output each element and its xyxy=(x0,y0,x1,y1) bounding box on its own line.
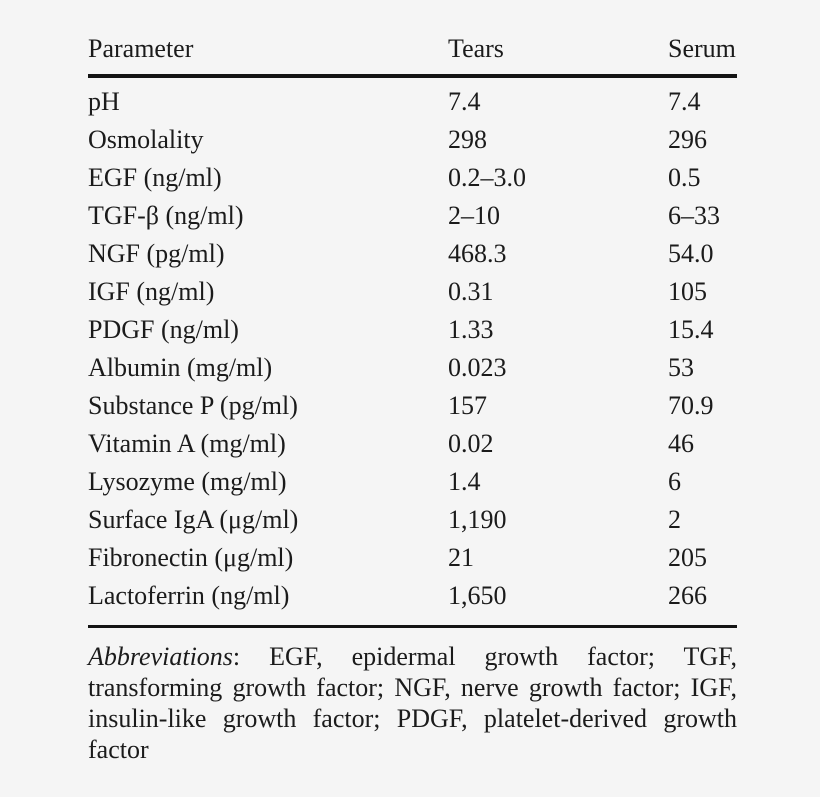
table-row xyxy=(88,501,737,539)
table-row xyxy=(88,349,737,387)
tears-value-cell: 0.2–3.0 xyxy=(448,163,526,192)
tears-value-cell: 1.33 xyxy=(448,315,494,344)
parameter-cell: Lysozyme (mg/ml) xyxy=(88,467,287,496)
table-row xyxy=(88,235,737,273)
serum-value-cell: 266 xyxy=(668,581,707,610)
tears-value-cell: 298 xyxy=(448,125,487,154)
footnote-abbreviations-label: Abbreviations xyxy=(88,642,233,671)
tears-value-cell: 1,650 xyxy=(448,581,507,610)
serum-value-cell: 296 xyxy=(668,125,707,154)
table-row xyxy=(88,121,737,159)
table-row xyxy=(88,273,737,311)
serum-value-cell: 6–33 xyxy=(668,201,720,230)
serum-value-cell: 2 xyxy=(668,505,681,534)
serum-value-cell: 6 xyxy=(668,467,681,496)
tears-value-cell: 0.02 xyxy=(448,429,494,458)
tears-value-cell: 0.023 xyxy=(448,353,507,382)
table-row xyxy=(88,425,737,463)
tears-value-cell: 21 xyxy=(448,543,474,572)
parameter-cell: Lactoferrin (ng/ml) xyxy=(88,581,290,610)
column-header-parameter: Parameter xyxy=(88,34,194,63)
tears-value-cell: 1.4 xyxy=(448,467,481,496)
footnote-line xyxy=(88,641,737,672)
table-row xyxy=(88,311,737,349)
serum-value-cell: 54.0 xyxy=(668,239,714,268)
tears-value-cell: 157 xyxy=(448,391,487,420)
parameter-cell: Osmolality xyxy=(88,125,204,154)
table-row xyxy=(88,387,737,425)
parameter-cell: Fibronectin (μg/ml) xyxy=(88,543,294,572)
tears-value-cell: 2–10 xyxy=(448,201,500,230)
tears-value-cell: 7.4 xyxy=(448,87,481,116)
table-row xyxy=(88,159,737,197)
table-row xyxy=(88,197,737,235)
column-header-tears: Tears xyxy=(448,34,504,63)
parameter-cell: pH xyxy=(88,87,120,116)
parameter-cell: IGF (ng/ml) xyxy=(88,277,215,306)
serum-value-cell: 205 xyxy=(668,543,707,572)
parameter-cell: Substance P (pg/ml) xyxy=(88,391,298,420)
column-header-serum: Serum xyxy=(668,34,736,63)
tears-serum-table xyxy=(88,0,737,765)
serum-value-cell: 0.5 xyxy=(668,163,701,192)
parameter-cell: Albumin (mg/ml) xyxy=(88,353,273,382)
footnote-line: factor xyxy=(88,735,149,764)
tears-value-cell: 1,190 xyxy=(448,505,507,534)
table-row xyxy=(88,463,737,501)
serum-value-cell: 70.9 xyxy=(668,391,714,420)
table-header-row xyxy=(88,0,737,78)
serum-value-cell: 53 xyxy=(668,353,694,382)
table-row xyxy=(88,83,737,121)
parameter-cell: PDGF (ng/ml) xyxy=(88,315,239,344)
parameter-cell: TGF-β (ng/ml) xyxy=(88,201,244,230)
parameter-cell: EGF (ng/ml) xyxy=(88,163,222,192)
table-body xyxy=(88,78,737,628)
table-row xyxy=(88,577,737,615)
footnote-line: transforming growth factor; NGF, nerve growth factor; IGF, xyxy=(88,673,737,702)
table-row xyxy=(88,539,737,577)
tears-value-cell: 0.31 xyxy=(448,277,494,306)
parameter-cell: Surface IgA (μg/ml) xyxy=(88,505,299,534)
table-footnote xyxy=(88,641,737,765)
serum-value-cell: 105 xyxy=(668,277,707,306)
footnote-line-text: : EGF, epidermal growth factor; TGF, xyxy=(232,642,737,671)
serum-value-cell: 7.4 xyxy=(668,87,701,116)
footnote-line: insulin-like growth factor; PDGF, platelet-derived growth xyxy=(88,704,737,733)
parameter-cell: Vitamin A (mg/ml) xyxy=(88,429,286,458)
tears-value-cell: 468.3 xyxy=(448,239,507,268)
serum-value-cell: 46 xyxy=(668,429,694,458)
parameter-cell: NGF (pg/ml) xyxy=(88,239,225,268)
serum-value-cell: 15.4 xyxy=(668,315,714,344)
